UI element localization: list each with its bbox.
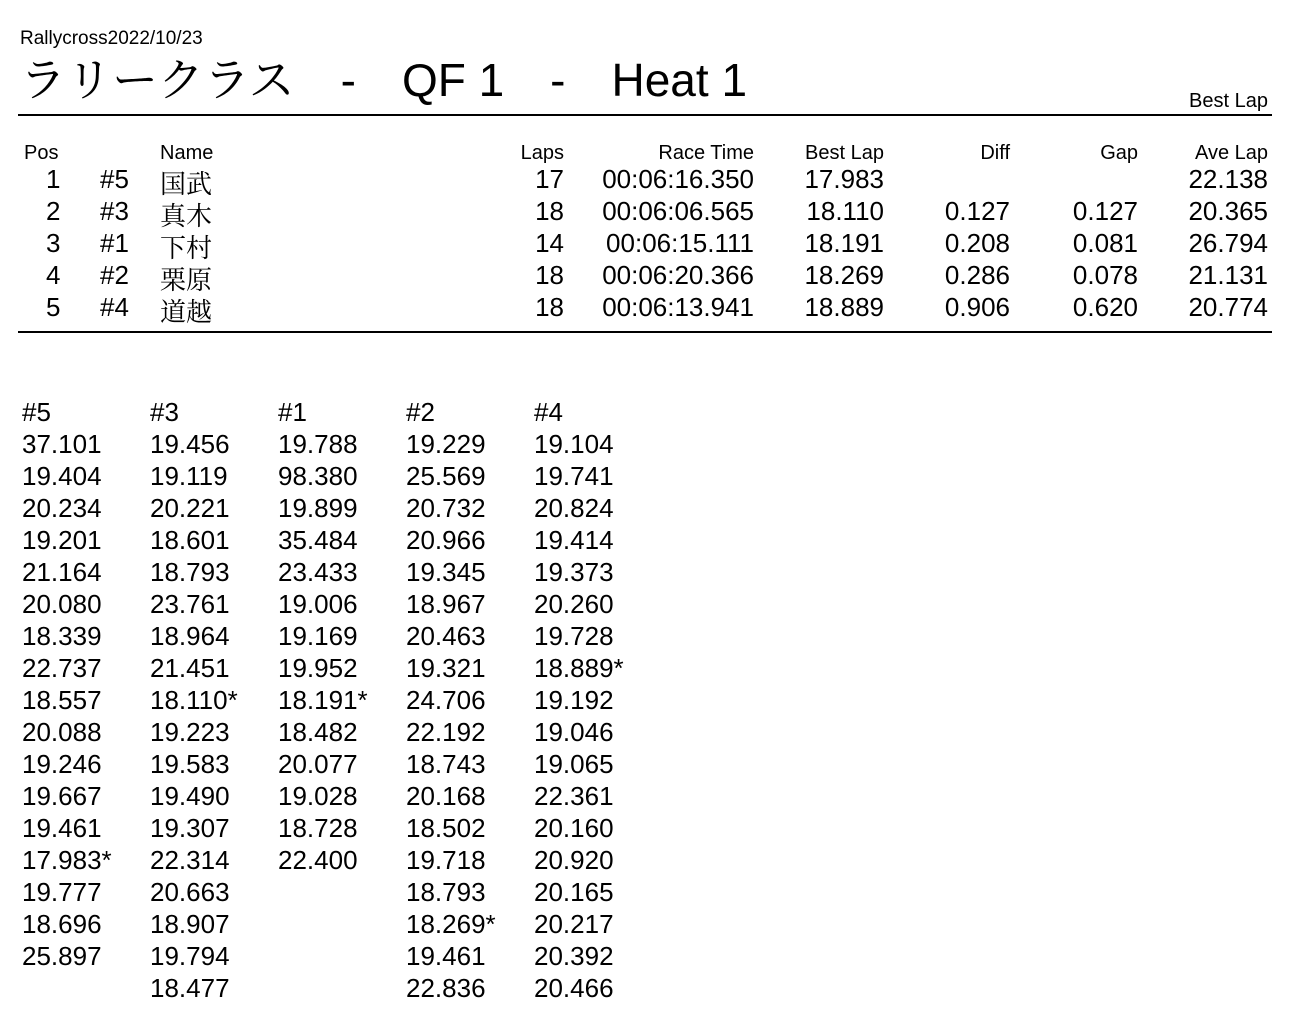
lap-time-value: 18.557 bbox=[22, 685, 102, 715]
cell-driver-name: 栗原 bbox=[160, 265, 213, 295]
lap-column bbox=[278, 396, 406, 876]
cell-race-time: 00:06:13.941 bbox=[602, 292, 754, 322]
lap-column-car-number: #4 bbox=[534, 397, 563, 427]
cell-race-time: 00:06:20.366 bbox=[602, 260, 754, 290]
lap-time-value: 19.899 bbox=[278, 493, 358, 523]
cell-race-time: 00:06:16.350 bbox=[602, 164, 754, 194]
header-pos: Pos bbox=[24, 142, 59, 164]
lap-time-value: 19.788 bbox=[278, 429, 358, 459]
lap-time-value: 18.907 bbox=[150, 909, 230, 939]
header-diff: Diff bbox=[980, 142, 1010, 164]
lap-time-value: 18.269* bbox=[406, 909, 496, 939]
cell-car-number: #2 bbox=[100, 260, 129, 290]
lap-column-car-number: #5 bbox=[22, 397, 51, 427]
cell-pos: 4 bbox=[46, 260, 61, 290]
cell-laps: 18 bbox=[535, 292, 564, 322]
lap-time-value: 98.380 bbox=[278, 461, 358, 491]
cell-ave-lap: 20.774 bbox=[1188, 292, 1268, 322]
cell-best-lap: 18.110 bbox=[806, 196, 884, 226]
lap-time-value: 20.168 bbox=[406, 781, 486, 811]
cell-pos: 5 bbox=[46, 292, 61, 322]
lap-time-value: 19.028 bbox=[278, 781, 358, 811]
lap-time-value: 19.223 bbox=[150, 717, 230, 747]
cell-best-lap: 18.269 bbox=[804, 260, 884, 290]
table-row bbox=[0, 166, 1290, 198]
cell-diff: 0.906 bbox=[944, 292, 1010, 322]
lap-time-value: 20.966 bbox=[406, 525, 486, 555]
header-best-lap: Best Lap bbox=[805, 142, 884, 164]
bottom-divider bbox=[18, 331, 1272, 333]
lap-time-value: 19.321 bbox=[406, 653, 486, 683]
page-title: ラリークラス - QF 1 - Heat 1 bbox=[20, 54, 748, 106]
event-date-label: Rallycross2022/10/23 bbox=[20, 28, 203, 49]
lap-time-value: 19.373 bbox=[534, 557, 614, 587]
cell-pos: 1 bbox=[46, 164, 61, 194]
lap-time-value: 21.164 bbox=[22, 557, 102, 587]
cell-ave-lap: 21.131 bbox=[1188, 260, 1268, 290]
lap-column-car-number: #3 bbox=[150, 397, 179, 427]
lap-time-value: 19.345 bbox=[406, 557, 486, 587]
lap-time-value: 18.477 bbox=[150, 973, 230, 1003]
lap-time-value: 22.314 bbox=[150, 845, 230, 875]
lap-time-value: 18.601 bbox=[150, 525, 230, 555]
lap-time-value: 18.191* bbox=[278, 685, 368, 715]
lap-time-value: 20.221 bbox=[150, 493, 230, 523]
lap-time-value: 18.728 bbox=[278, 813, 358, 843]
lap-time-value: 20.217 bbox=[534, 909, 614, 939]
lap-time-value: 22.192 bbox=[406, 717, 486, 747]
cell-pos: 2 bbox=[46, 196, 61, 226]
lap-time-value: 37.101 bbox=[22, 429, 102, 459]
lap-time-value: 20.824 bbox=[534, 493, 614, 523]
cell-car-number: #1 bbox=[100, 228, 129, 258]
cell-race-time: 00:06:06.565 bbox=[602, 196, 754, 226]
cell-diff: 0.127 bbox=[944, 196, 1010, 226]
lap-time-value: 18.793 bbox=[150, 557, 230, 587]
lap-column bbox=[150, 396, 278, 1004]
lap-time-value: 19.246 bbox=[22, 749, 102, 779]
lap-column bbox=[22, 396, 150, 972]
lap-time-value: 22.836 bbox=[406, 973, 486, 1003]
lap-time-value: 23.761 bbox=[150, 589, 230, 619]
cell-race-time: 00:06:15.111 bbox=[606, 228, 754, 258]
lap-time-value: 19.414 bbox=[534, 525, 614, 555]
lap-time-value: 19.461 bbox=[22, 813, 102, 843]
cell-driver-name: 下村 bbox=[160, 233, 213, 263]
cell-laps: 18 bbox=[535, 260, 564, 290]
lap-time-value: 20.234 bbox=[22, 493, 102, 523]
lap-time-value: 19.169 bbox=[278, 621, 358, 651]
cell-car-number: #4 bbox=[100, 292, 129, 322]
lap-time-value: 19.490 bbox=[150, 781, 230, 811]
lap-time-value: 20.466 bbox=[534, 973, 614, 1003]
lap-time-value: 20.088 bbox=[22, 717, 102, 747]
lap-time-value: 20.080 bbox=[22, 589, 102, 619]
cell-car-number: #3 bbox=[100, 196, 129, 226]
lap-time-value: 19.718 bbox=[406, 845, 486, 875]
cell-best-lap: 17.983 bbox=[804, 164, 884, 194]
cell-driver-name: 真木 bbox=[160, 201, 213, 231]
header-ave-lap: Ave Lap bbox=[1194, 142, 1268, 164]
header-name: Name bbox=[160, 142, 214, 164]
lap-time-value: 22.361 bbox=[534, 781, 614, 811]
lap-time-value: 23.433 bbox=[278, 557, 358, 587]
lap-time-value: 20.732 bbox=[406, 493, 486, 523]
results-header-row bbox=[0, 140, 1290, 166]
cell-gap: 0.081 bbox=[1072, 228, 1138, 258]
lap-time-value: 20.463 bbox=[406, 621, 486, 651]
lap-time-value: 19.741 bbox=[534, 461, 614, 491]
lap-time-value: 18.110* bbox=[150, 685, 238, 715]
cell-driver-name: 国武 bbox=[160, 169, 213, 199]
cell-diff: 0.286 bbox=[944, 260, 1010, 290]
lap-column-car-number: #2 bbox=[406, 397, 435, 427]
lap-time-value: 18.967 bbox=[406, 589, 486, 619]
lap-time-value: 19.201 bbox=[22, 525, 102, 555]
lap-time-value: 18.743 bbox=[406, 749, 486, 779]
lap-time-value: 22.400 bbox=[278, 845, 358, 875]
cell-gap: 0.620 bbox=[1072, 292, 1138, 322]
lap-time-value: 19.046 bbox=[534, 717, 614, 747]
cell-laps: 14 bbox=[535, 228, 564, 258]
lap-time-value: 18.964 bbox=[150, 621, 230, 651]
lap-time-value: 19.119 bbox=[150, 461, 228, 491]
lap-time-value: 19.404 bbox=[22, 461, 102, 491]
lap-time-value: 18.696 bbox=[22, 909, 102, 939]
lap-time-value: 20.165 bbox=[534, 877, 614, 907]
cell-ave-lap: 22.138 bbox=[1188, 164, 1268, 194]
lap-time-value: 22.737 bbox=[22, 653, 102, 683]
header-gap: Gap bbox=[1100, 142, 1138, 164]
lap-time-value: 18.482 bbox=[278, 717, 358, 747]
lap-time-value: 20.663 bbox=[150, 877, 230, 907]
cell-gap: 0.127 bbox=[1072, 196, 1138, 226]
lap-time-value: 18.889* bbox=[534, 653, 624, 683]
lap-time-value: 21.451 bbox=[150, 653, 230, 683]
header-laps: Laps bbox=[520, 142, 564, 164]
lap-time-value: 35.484 bbox=[278, 525, 358, 555]
lap-time-value: 25.897 bbox=[22, 941, 102, 971]
results-table bbox=[0, 140, 1290, 326]
cell-laps: 17 bbox=[535, 164, 564, 194]
table-row bbox=[0, 198, 1290, 230]
cell-best-lap: 18.191 bbox=[804, 228, 884, 258]
lap-time-value: 20.077 bbox=[278, 749, 358, 779]
cell-pos: 3 bbox=[46, 228, 61, 258]
lap-time-value: 19.777 bbox=[22, 877, 102, 907]
lap-column bbox=[534, 396, 662, 1004]
lap-time-value: 19.065 bbox=[534, 749, 614, 779]
lap-time-value: 18.502 bbox=[406, 813, 486, 843]
cell-ave-lap: 20.365 bbox=[1188, 196, 1268, 226]
lap-column-car-number: #1 bbox=[278, 397, 307, 427]
sort-label: Best Lap bbox=[1189, 90, 1268, 112]
cell-car-number: #5 bbox=[100, 164, 129, 194]
lap-time-value: 18.339 bbox=[22, 621, 102, 651]
lap-time-value: 19.667 bbox=[22, 781, 102, 811]
lap-time-value: 19.952 bbox=[278, 653, 358, 683]
lap-time-value: 24.706 bbox=[406, 685, 486, 715]
lap-time-value: 25.569 bbox=[406, 461, 486, 491]
lap-column bbox=[406, 396, 534, 1004]
lap-time-value: 19.006 bbox=[278, 589, 358, 619]
lap-time-value: 20.260 bbox=[534, 589, 614, 619]
cell-ave-lap: 26.794 bbox=[1188, 228, 1268, 258]
lap-time-value: 20.392 bbox=[534, 941, 614, 971]
lap-time-value: 19.229 bbox=[406, 429, 486, 459]
table-row bbox=[0, 294, 1290, 326]
cell-best-lap: 18.889 bbox=[804, 292, 884, 322]
cell-laps: 18 bbox=[535, 196, 564, 226]
lap-time-value: 19.583 bbox=[150, 749, 230, 779]
lap-time-value: 19.456 bbox=[150, 429, 230, 459]
lap-time-value: 17.983* bbox=[22, 845, 112, 875]
lap-time-value: 18.793 bbox=[406, 877, 486, 907]
lap-time-value: 19.794 bbox=[150, 941, 230, 971]
table-row bbox=[0, 262, 1290, 294]
lap-time-value: 20.920 bbox=[534, 845, 614, 875]
cell-driver-name: 道越 bbox=[160, 297, 213, 327]
lap-time-value: 19.728 bbox=[534, 621, 614, 651]
top-divider bbox=[18, 114, 1272, 116]
cell-gap: 0.078 bbox=[1072, 260, 1138, 290]
lap-time-value: 19.104 bbox=[534, 429, 614, 459]
lap-time-value: 20.160 bbox=[534, 813, 614, 843]
lap-time-value: 19.461 bbox=[406, 941, 486, 971]
cell-diff: 0.208 bbox=[944, 228, 1010, 258]
table-row bbox=[0, 230, 1290, 262]
lap-time-value: 19.192 bbox=[534, 685, 614, 715]
header-race-time: Race Time bbox=[658, 142, 754, 164]
lap-time-value: 19.307 bbox=[150, 813, 230, 843]
